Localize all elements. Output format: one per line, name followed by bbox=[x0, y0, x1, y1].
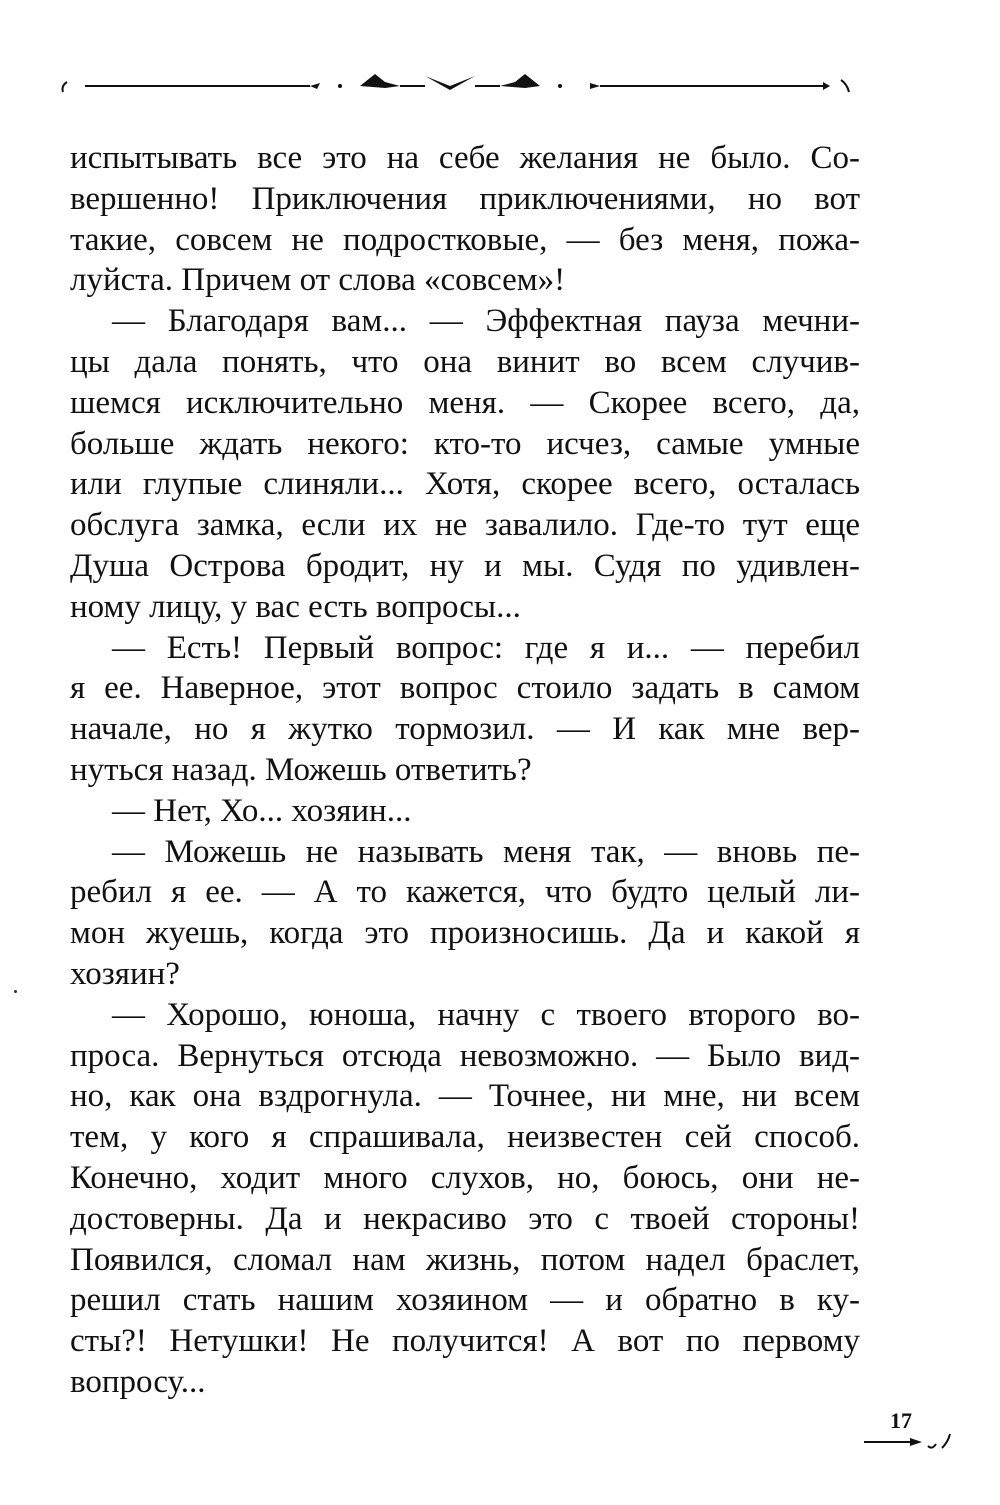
text-line: достоверны. Да и некрасиво это с твоей стороны! bbox=[70, 1200, 860, 1237]
text-line: вершенно! Приключения приключениями, но вот bbox=[70, 180, 860, 217]
paragraph bbox=[70, 791, 860, 832]
text-line: такие, совсем не подростковые, — без меня, пожа- bbox=[70, 221, 860, 258]
text-line: — Есть! Первый вопрос: где я и... — перебил bbox=[112, 629, 860, 666]
paragraph bbox=[70, 301, 860, 627]
text-line: шемся исключительно меня. — Скорее всего, да, bbox=[70, 384, 860, 421]
text-line: хозяин? bbox=[70, 955, 180, 992]
text-line: вопросу... bbox=[70, 1363, 206, 1400]
text-line: Душа Острова бродит, ну и мы. Судя по удивлен- bbox=[70, 547, 860, 584]
text-line: но, как она вздрогнула. — Точнее, ни мне, ни всем bbox=[70, 1078, 860, 1115]
text-line: ребил я ее. — А то кажется, что будто целый ли- bbox=[70, 874, 860, 911]
text-line: луйста. Причем от слова «совсем»! bbox=[70, 262, 566, 299]
text-line: мон жуешь, когда это произносишь. Да и какой я bbox=[70, 915, 860, 952]
text-line: ному лицу, у вас есть вопросы... bbox=[70, 588, 521, 625]
text-line: испытывать все это на себе желания не было. Со- bbox=[70, 140, 860, 176]
text-line: решил стать нашим хозяином — и обратно в ку- bbox=[70, 1282, 860, 1319]
text-line: я ее. Наверное, этот вопрос стоило задать в самом bbox=[70, 670, 860, 707]
text-line: сты?! Нетушки! Не получится! А вот по первому bbox=[70, 1323, 860, 1360]
scan-speck bbox=[14, 990, 17, 993]
text-line: Появился, сломал нам жизнь, потом надел браслет, bbox=[70, 1241, 860, 1278]
text-line: — Нет, Хо... хозяин... bbox=[112, 792, 412, 829]
text-line: начале, но я жутко тормозил. — И как мне вер- bbox=[70, 711, 860, 748]
text-line: цы дала понять, что она винит во всем случив- bbox=[70, 343, 860, 380]
text-line: или глупые слиняли... Хотя, скорее всего, осталась bbox=[70, 466, 860, 503]
paragraph bbox=[70, 138, 860, 301]
page-number: 17 bbox=[890, 1408, 912, 1433]
paragraph bbox=[70, 628, 860, 791]
text-line: Конечно, ходит много слухов, но, боюсь, они не- bbox=[70, 1159, 860, 1196]
text-line: тем, у кого я спрашивала, неизвестен сей способ. bbox=[70, 1119, 860, 1156]
paragraph bbox=[70, 995, 860, 1403]
text-line: — Хорошо, юноша, начну с твоего второго во- bbox=[112, 996, 860, 1033]
text-line: проса. Вернуться отсюда невозможно. — Было вид- bbox=[70, 1037, 860, 1074]
body-text bbox=[70, 138, 860, 1403]
text-line: обслуга замка, если их не завалило. Где-то тут еще bbox=[70, 507, 860, 544]
text-line: — Можешь не называть меня так, — вновь пе- bbox=[112, 833, 860, 870]
footer-ornament bbox=[862, 1428, 952, 1458]
paragraph bbox=[70, 832, 860, 995]
text-line: больше ждать некого: кто-то исчез, самые умные bbox=[70, 425, 860, 462]
text-line: — Благодаря вам... — Эффектная пауза мечни- bbox=[112, 303, 860, 340]
text-line: нуться назад. Можешь ответить? bbox=[70, 751, 532, 788]
header-ornament bbox=[55, 62, 855, 102]
